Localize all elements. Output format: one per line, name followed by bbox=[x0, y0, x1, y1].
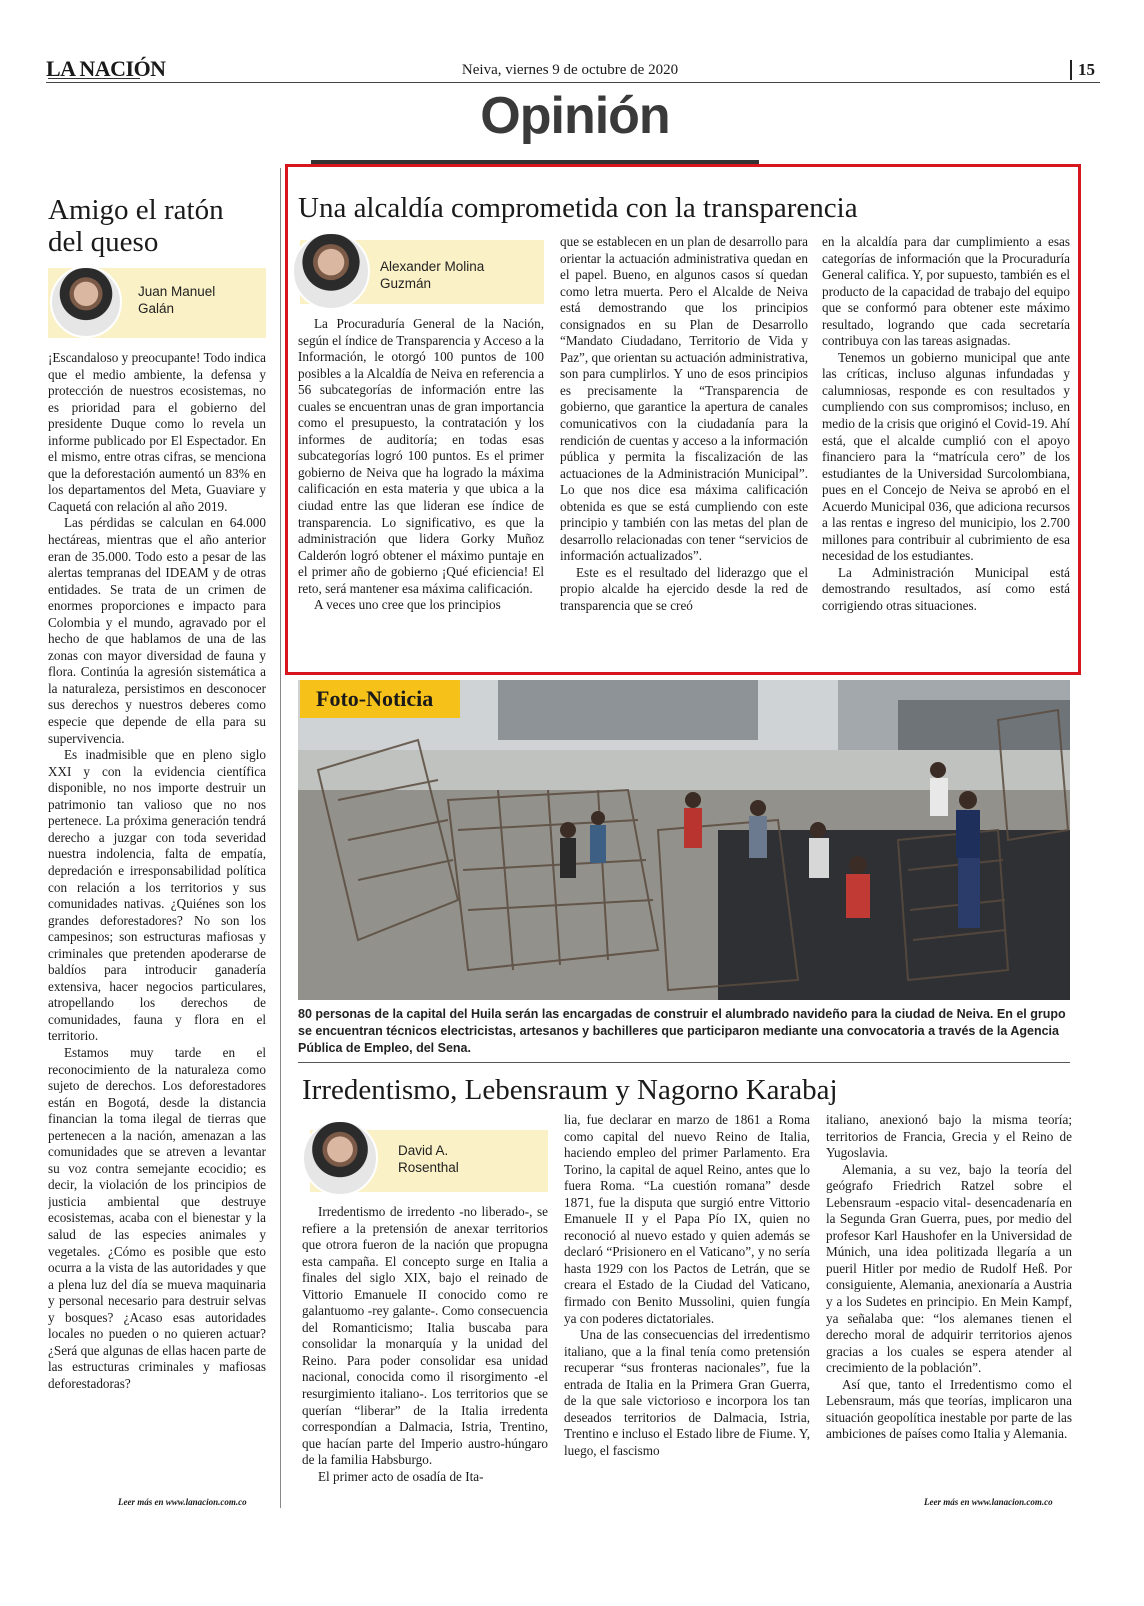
newspaper-logo: LA NACIÓN bbox=[46, 56, 166, 81]
bottom-article-headline: Irredentismo, Lebensraum y Nagorno Karabaj bbox=[302, 1074, 838, 1106]
bottom-author-photo bbox=[302, 1120, 378, 1196]
main-article-col3 bbox=[822, 234, 1070, 664]
paragraph: que se establecen en un plan de desarrollo para orientar la actuación administrativa quedan en el papel. Bueno, en algunos casos sí quedan como letra muerta. Pero el Alcalde de Neiva está demostrando que los principios consignados en su Plan de Desarrollo “Mandato Ciudadano, Territorio de Vida y Paz”, que orientan su actuación administrativa, son para cumplirlos. Y uno de esos principios es precisamente la “Transparencia de gobierno, que garantice la apertura de canales comunicativos con la ciudadanía para la rendición de cuentas y acceso a la información pública y permita la fiscalización de las actuaciones de la Administración Municipal”. Lo que nos dice esa máxima calificación obtenida es que se está cumpliendo con este principio y también con las metas del plan de desarrollo relacionadas con tener “servicios de información actualizados”. bbox=[560, 234, 808, 564]
column-divider bbox=[280, 168, 281, 1508]
paragraph: en la alcaldía para dar cumplimiento a esas categorías de información que la Procuraduría General califica. Y, por supuesto, también es el producto de la capacidad de trabajo del equipo que se conformó para obtener este máximo resultado, logrando que cada secretaría contribuya con las tareas asignadas. bbox=[822, 234, 1070, 349]
paragraph: italiano, anexionó bajo la misma teoría; territorios de Francia, Grecia y el Reino de Yugoslavia. bbox=[826, 1112, 1072, 1161]
main-author-last: Guzmán bbox=[380, 276, 432, 291]
bottom-article-col1 bbox=[302, 1204, 548, 1508]
left-article-headline bbox=[48, 194, 278, 258]
main-article-headline: Una alcaldía comprometida con la transparencia bbox=[298, 192, 858, 224]
logo-underline bbox=[48, 78, 140, 79]
main-article-col2 bbox=[560, 234, 808, 664]
header-divider bbox=[46, 82, 1100, 83]
paragraph: Estamos muy tarde en el reconocimiento de la naturaleza como sujeto de derechos. Los deforestadores están en Bogotá, desde la distancia financian la toma ilegal de tierras que pertenecen a la nación, amenazan a las comunidades que se atreven a levantar su voz contra semejante ecocidio; es decir, la violación de los principios de justicia ambiental que destruye ecosistemas, acaba con el bienestar y la salud de las especies animales y vegetales. ¿Cómo es posible que esto ocurra a la vista de las autoridades y que a plena luz del día se mueva maquinaria y personal necesario para destruir selvas y bosques? ¿Acaso esas autoridades locales no pueden o no quieren actuar? ¿Será que algunas de ellas hacen parte de las estructuras criminales y mafiosas deforestadoras? bbox=[48, 1044, 266, 1391]
left-read-more: Leer más en www.lanacion.com.co bbox=[118, 1497, 247, 1507]
photo-caption: 80 personas de la capital del Huila serán las encargadas de construir el alumbrado navideño para la ciudad de Neiva. En el grupo se encuentran técnicos electricistas, artesanos y bachilleres que participaron mediante una convocatoria a través de la Agencia Pública de Empleo, del Sena. bbox=[298, 1007, 1066, 1055]
workers-scene-image bbox=[298, 680, 1070, 1000]
left-author-name bbox=[138, 283, 215, 317]
paragraph: Una de las consecuencias del irredentismo italiano, que a la final tenía como pretensión recuperar “sus fronteras nacionales”, fue la entrada de Italia en la Primera Gran Guerra, de la que sale victorioso e incorpora los tan deseados territorios de Dalmacia, Istria, Trentino e incluso el Estado libre de Fiume. Y, luego, el fascismo bbox=[564, 1327, 810, 1458]
left-article-body bbox=[48, 350, 266, 1490]
news-photo bbox=[298, 680, 1070, 1000]
left-author-last: Galán bbox=[138, 301, 175, 316]
main-author-name bbox=[380, 258, 484, 292]
main-author-first: Alexander Molina bbox=[380, 259, 485, 274]
paragraph: Este es el resultado del liderazgo que el propio alcalde ha ejercido desde la red de transparencia que se creó bbox=[560, 564, 808, 614]
paragraph: La Procuraduría General de la Nación, según el índice de Transparencia y Acceso a la Información, le otorgó 100 puntos de 100 posibles a la Alcaldía de Neiva en referencia a 56 subcategorías de información entre las cuales se encuentran unas de gran importancia como el presupuesto, la contratación y los informes de auditoría; en todas esas subcategorías logró 100 puntos. Es el primer gobierno de Neiva que ha logrado la máxima calificación en esta materia y que ubica a la ciudad entre las que lideran ese índice de transparencia. Lo significativo, es que la administración que lidera Gorky Muñoz Calderón logró obtener el máximo puntaje en el primer año de gobierno ¡Qué eficiencia! El reto, será mantener esa máxima calificación. bbox=[298, 316, 544, 596]
left-headline-line1: Amigo el ratón bbox=[48, 194, 224, 226]
left-headline-line2: del queso bbox=[48, 226, 159, 258]
paragraph: A veces uno cree que los principios bbox=[314, 597, 501, 613]
paragraph: Tenemos un gobierno municipal que ante las críticas, incluso algunas infundadas y calumniosas, responde es con resultados y cumpliendo con sus compromisos; incluso, en medio de la crisis que originó el Covid-19. Ahí está, que el alcalde cumplió con el apoyo financiero para la “matrícula cero” de los estudiantes de la Universidad Surcolombiana, pues en el Concejo de Neiva se aprobó en el Acuerdo Municipal 036, que adiciona recursos a las rentas e ingreso del municipio, los 2.700 millones para contribuir al cubrimiento de esa necesidad de los estudiantes. bbox=[822, 349, 1070, 564]
paragraph: Irredentismo de irredento -no liberado-, se refiere a la pretensión de anexar territorios que otrora fueron de la nación que propugna esta campaña. El concepto surge en Italia a finales del siglo XIX, bajo el reinado de Vittorio Emanuele II conocido como re galantuomo -rey galante-. Como consecuencia del Romanticismo; Italia buscaba para consolidar la monarquía y la unidad del Reino. Para poder consolidar esa unidad nacional, conocida como il risorgimento -el resurgimiento italiano-. Los territorios que se querían “liberar” de la Italia irredenta correspondían a Dalmacia, Istria, Trentino, que hacían parte del Imperio austro-húngaro de la familia Habsburgo. bbox=[302, 1204, 548, 1468]
bottom-author-name bbox=[398, 1142, 459, 1176]
dateline: Neiva, viernes 9 de octubre de 2020 bbox=[461, 62, 679, 78]
main-article-col1 bbox=[298, 316, 544, 664]
bottom-author-first: David A. bbox=[398, 1143, 449, 1158]
left-author-photo bbox=[50, 266, 122, 338]
bottom-article-col3 bbox=[826, 1112, 1072, 1492]
paragraph: ¡Escandaloso y preocupante! Todo indica que el medio ambiente, la defensa y protección de nuestros ecosistemas, no es prioridad para el gobierno del presidente Duque como lo revela un informe publicado por El Espectador. En el mismo, entre otras cifras, se menciona que la deforestación aumentó un 83% en los departamentos del Meta, Guaviare y Caquetá con relación al año 2019. bbox=[48, 350, 266, 514]
section-title: Opinión bbox=[480, 87, 670, 145]
photo-news-label: Foto-Noticia bbox=[300, 680, 460, 718]
bottom-article-col2 bbox=[564, 1112, 810, 1508]
paragraph: lia, fue declarar en marzo de 1861 a Roma como capital del nuevo Reino de Italia, haciendo empleo del primer Parlamento. Era Torino, la capital de aquel Reino, antes que lo fuera Roma. “La cuestión romana” desde 1871, fue la disputa que surgió entre Vittorio Emanuele II y el Papa Pío IX, quien no reconoció al nuevo estado y quien además se declaró “Prisionero en el Vaticano”, y no sería hasta 1929 con los Pactos de Letrán, que se creara el Estado de la Ciudad del Vaticano, firmado con Benito Mussolini, quien fungía ya con poderes dictatoriales. bbox=[564, 1112, 810, 1326]
paragraph: Alemania, a su vez, bajo la teoría del geógrafo Friedrich Ratzel sobre el Lebensraum -espacio vital- desencadenaría en la Segunda Gran Guerra, pues, por medio del profesor Karl Haushofer en la Universidad de Múnich, una idea politizada llegaría a un pueril Hitler por medio de Rudolf Heß. Por consiguiente, Alemania, anexionaría a Austria y a los Sudetes en principio. En Mein Kampf, ya señalaba que: “los alemanes tienen el derecho moral de adquirir territorios ajenos gracias a los cuales se espera atender al crecimiento de la población”. bbox=[826, 1161, 1072, 1376]
paragraph: Es inadmisible que en pleno siglo XXI y con la evidencia científica disponible, no nos importe destruir un patrimonio tan valioso que no nos pertenece. La próxima generación tendrá derecho a juzgar con toda severidad nuestra indolencia, falta de empatía, depredación e irresponsabilidad política con relación a los territorios y sus comunidades nativas. ¿Quiénes son los grandes deforestadores? No son los campesinos; son estructuras mafiosas y criminales que pretenden apoderarse de baldíos para introducir ganadería extensiva, hacer negocios particulares, atropellando los derechos de comunidades, fauna y flora en el territorio. bbox=[48, 747, 266, 1044]
bottom-read-more: Leer más en www.lanacion.com.co bbox=[924, 1497, 1053, 1507]
paragraph: Así que, tanto el Irredentismo como el Lebensraum, más que teorías, implicaron una situación geopolítica inestable por parte de las ambiciones de países como Italia y Alemania. bbox=[826, 1376, 1072, 1442]
page-number: 15 bbox=[1070, 60, 1095, 80]
main-author-photo bbox=[292, 232, 370, 310]
paragraph: La Administración Municipal está demostrando resultados, así como está corrigiendo otras situaciones. bbox=[822, 564, 1070, 614]
caption-divider bbox=[298, 1062, 1070, 1063]
paragraph: El primer acto de osadía de Ita- bbox=[318, 1468, 484, 1484]
left-author-first: Juan Manuel bbox=[138, 284, 216, 299]
bottom-author-last: Rosenthal bbox=[398, 1160, 459, 1175]
paragraph: Las pérdidas se calculan en 64.000 hectáreas, mientras que el año anterior eran de 35.000. Todo esto a pesar de las alertas tempranas del IDEAM y de otras entidades. Se trata de un crimen de enormes proporciones e impacto para Colombia y el mundo, agravado por el hecho de que hablamos de una de las zonas con mayor diversidad de fauna y flora. Continúa la agresión sistemática a la naturaleza, persistimos en desconocer sus derechos y nuestros deberes como especie que depende de ella para su supervivencia. bbox=[48, 515, 266, 746]
